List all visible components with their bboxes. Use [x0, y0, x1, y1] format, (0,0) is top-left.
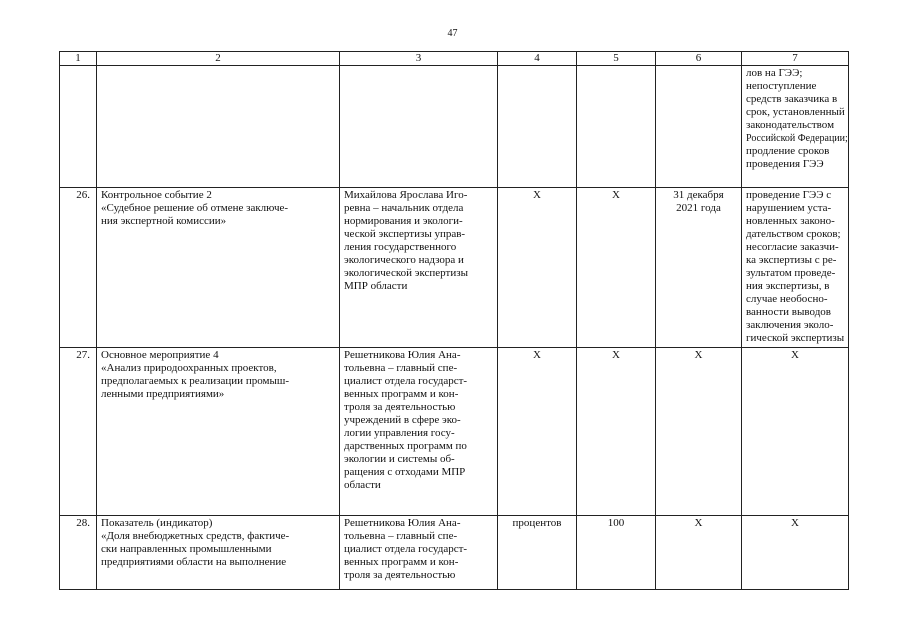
text-line: гической экспертизы — [746, 332, 845, 344]
text-line: экологии и системы об- — [344, 453, 455, 465]
table-row-27 — [60, 348, 849, 516]
text-line: Решетникова Юлия Ана- — [344, 517, 461, 529]
text-line: Российской Федерации; — [746, 133, 848, 144]
value-cell: Х — [577, 188, 656, 348]
text-line: венных программ и кон- — [344, 556, 459, 568]
text-line: «Судебное решение об отмене заключе- — [101, 202, 289, 214]
text-line: нормирования и экологи- — [344, 215, 463, 227]
header-col-1: 1 — [60, 52, 97, 66]
text-line: экологической экспертизы — [344, 267, 468, 279]
text-line: ски направленных промышленными — [101, 543, 272, 555]
deadline-cell: Х — [656, 516, 742, 590]
risks-cell: Х — [742, 516, 849, 590]
text-line: ления государственного — [344, 241, 457, 253]
text-line: «Анализ природоохранных проектов, — [101, 362, 277, 374]
cont-cell-2 — [97, 66, 340, 188]
text-line: предприятиями области на выполнение — [101, 556, 287, 568]
text-line: троля за деятельностью — [344, 569, 456, 581]
text-line: ванности выводов — [746, 306, 831, 318]
event-name — [97, 188, 340, 348]
deadline-cell — [656, 188, 742, 348]
header-col-7: 7 — [742, 52, 849, 66]
row-number: 28. — [60, 516, 97, 590]
row-number: 26. — [60, 188, 97, 348]
responsible-person — [340, 188, 498, 348]
event-name — [97, 348, 340, 516]
table-row-26 — [60, 188, 849, 348]
text-line: случае необосно- — [746, 293, 828, 305]
event-name — [97, 516, 340, 590]
cont-cell-7 — [742, 66, 849, 188]
text-line: циалист отдела государст- — [344, 375, 468, 387]
text-line: тольевна – главный спе- — [344, 530, 458, 542]
text-line: срок, установленный — [746, 106, 845, 118]
text-line: непоступление — [746, 80, 817, 92]
text-line: экологического надзора и — [344, 254, 464, 266]
program-table — [59, 51, 849, 590]
text-line: венных программ и кон- — [344, 388, 459, 400]
text-line: Показатель (индикатор) — [101, 517, 213, 529]
cont-cell-4 — [498, 66, 577, 188]
text-line: заключения эколо- — [746, 319, 834, 331]
text-line: ревна – начальник отдела — [344, 202, 464, 214]
unit-cell: Х — [498, 348, 577, 516]
text-line: области — [344, 479, 381, 491]
header-col-6: 6 — [656, 52, 742, 66]
text-line: 31 декабря — [673, 189, 724, 201]
risks-cell: Х — [742, 348, 849, 516]
text-line: зультатом проведе- — [746, 267, 836, 279]
text-line: циалист отдела государст- — [344, 543, 468, 555]
cont-cell-5 — [577, 66, 656, 188]
cont-cell-6 — [656, 66, 742, 188]
text-line: троля за деятельностью — [344, 401, 456, 413]
risks-cell — [742, 188, 849, 348]
text-line: 2021 года — [676, 202, 721, 214]
text-line: тольевна – главный спе- — [344, 362, 458, 374]
header-row — [60, 52, 849, 66]
text-line: дательством сроков; — [746, 228, 841, 240]
text-line: предполагаемых к реализации промыш- — [101, 375, 289, 387]
text-line: ческой экспертизы управ- — [344, 228, 466, 240]
text-line: ленными предприятиями» — [101, 388, 225, 400]
text-line: учреждений в сфере эко- — [344, 414, 461, 426]
value-cell: Х — [577, 348, 656, 516]
cont-cell-3 — [340, 66, 498, 188]
text-line: проведение ГЭЭ с — [746, 189, 832, 201]
header-col-2: 2 — [97, 52, 340, 66]
text-line: Контрольное событие 2 — [101, 189, 212, 201]
text-line: проведения ГЭЭ — [746, 158, 824, 170]
text-line: ка экспертизы с ре- — [746, 254, 837, 266]
text-line: логии управления госу- — [344, 427, 455, 439]
text-line: Решетникова Юлия Ана- — [344, 349, 461, 361]
text-line: законодательством — [746, 119, 835, 131]
table-row-28 — [60, 516, 849, 590]
text-line: средств заказчика в — [746, 93, 838, 105]
responsible-person — [340, 348, 498, 516]
cont-cell-1 — [60, 66, 97, 188]
unit-cell: процентов — [498, 516, 577, 590]
text-line: несогласие заказчи- — [746, 241, 839, 253]
page-number: 47 — [447, 28, 458, 39]
value-cell: 100 — [577, 516, 656, 590]
text-line: «Доля внебюджетных средств, фактиче- — [101, 530, 290, 542]
header-col-3: 3 — [340, 52, 498, 66]
text-line: МПР области — [344, 280, 408, 292]
text-line: Михайлова Ярослава Иго- — [344, 189, 468, 201]
responsible-person — [340, 516, 498, 590]
deadline-cell: Х — [656, 348, 742, 516]
header-col-4: 4 — [498, 52, 577, 66]
text-line: Основное мероприятие 4 — [101, 349, 219, 361]
text-line: дарственных программ по — [344, 440, 467, 452]
text-line: ния экспертизы, в — [746, 280, 830, 292]
text-line: нарушением уста- — [746, 202, 832, 214]
text-line: ния экспертной комиссии» — [101, 215, 227, 227]
text-line: новленных законо- — [746, 215, 835, 227]
text-line: продление сроков — [746, 145, 830, 157]
unit-cell: Х — [498, 188, 577, 348]
text-line: лов на ГЭЭ; — [746, 67, 803, 79]
continuation-row — [60, 66, 849, 188]
header-col-5: 5 — [577, 52, 656, 66]
text-line: ращения с отходами МПР — [344, 466, 466, 478]
row-number: 27. — [60, 348, 97, 516]
